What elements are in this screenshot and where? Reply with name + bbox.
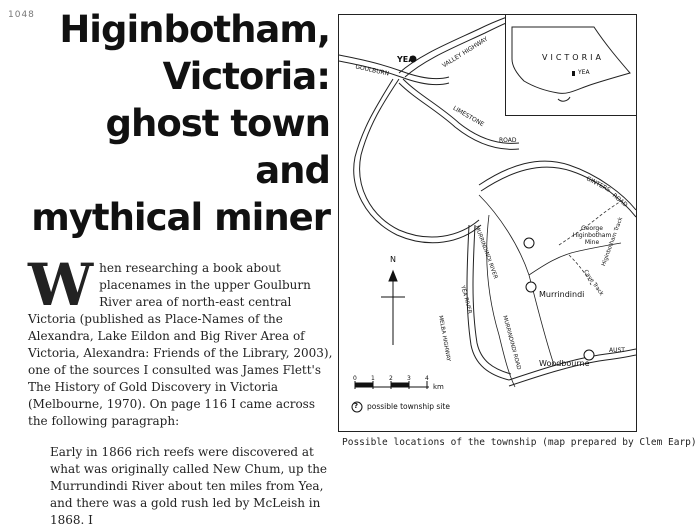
melba-loop-b bbox=[354, 79, 481, 243]
label-goulburn: GOULBURN bbox=[354, 63, 390, 78]
label-north: N bbox=[390, 255, 396, 264]
title-line: Higinbotham, bbox=[59, 8, 330, 51]
label-yea: YEA bbox=[397, 55, 415, 64]
valley-highway-b bbox=[405, 21, 511, 77]
yea-inset-dot bbox=[572, 71, 575, 76]
north-arrow bbox=[381, 271, 405, 345]
article-body bbox=[28, 251, 334, 529]
title-line: mythical miner bbox=[31, 196, 330, 239]
inset-state-label: VICTORIA bbox=[542, 53, 604, 62]
melba-highway-b bbox=[473, 225, 511, 374]
scale-bar bbox=[355, 381, 429, 389]
yea-river bbox=[487, 215, 515, 387]
scale-tick-0: 0 bbox=[353, 375, 357, 382]
melba-loop-a bbox=[360, 79, 479, 237]
label-woodbourne: Woodbourne bbox=[539, 359, 590, 368]
murrindindi-river bbox=[479, 195, 554, 365]
scale-tick-2: 2 bbox=[389, 375, 393, 382]
page-number: 1048 bbox=[8, 10, 35, 20]
article-title bbox=[22, 6, 330, 241]
title-line: Victoria: bbox=[162, 55, 330, 98]
label-aust: AUST bbox=[609, 347, 625, 354]
ginters-road-a bbox=[479, 161, 636, 210]
township-marker-a bbox=[524, 238, 534, 248]
scale-tick-4: 4 bbox=[425, 375, 429, 382]
label-george-higinbotham-mine: George Higinbotham Mine bbox=[572, 225, 612, 246]
label-ginters-road: ROAD bbox=[610, 192, 629, 209]
label-murrindindi-river: MURRINDINDI RIVER bbox=[473, 225, 499, 280]
valley-highway-a bbox=[399, 17, 507, 73]
map-caption: Possible locations of the township (map prepared by Clem Earp) bbox=[342, 437, 697, 448]
scale-unit: km bbox=[433, 383, 444, 391]
title-line: ghost town bbox=[105, 102, 330, 145]
label-valley-highway: VALLEY HIGHWAY bbox=[441, 35, 490, 70]
label-cave-track: Cave Track bbox=[582, 269, 605, 298]
scale-tick-3: 3 bbox=[407, 375, 411, 382]
township-marker-b bbox=[526, 282, 536, 292]
label-yea-river: YEA RIVER bbox=[459, 285, 473, 315]
block-quote: Early in 1866 rich reefs were discovered at what was originally called New Chum, up the Murrundindi River about ten miles from Yea, and there was a gold rush led by McLeish in 1868. I bbox=[50, 445, 328, 527]
intro-text: hen researching a book about placenames in the upper Goulburn River area of north-east central Victoria (published as Place-Names of the Alexandra, Lake Eildon and Big River Area of Victoria, Alexandra: Friends of the Library, 2003), one of the sources I consulted was James Flett's The History of Gold Discovery in Victoria (Melbourne, 1970). On page 116 I came across the following paragraph: bbox=[28, 261, 333, 428]
label-melba-highway: MELBA HIGHWAY bbox=[437, 315, 452, 362]
legend-text: possible township site bbox=[367, 402, 450, 411]
label-murrindindi: Murrindindi bbox=[539, 290, 585, 299]
drop-cap: W bbox=[28, 251, 94, 319]
map bbox=[338, 14, 637, 432]
label-ginters: GINTERS bbox=[584, 175, 612, 194]
legend-marker: ? bbox=[354, 402, 359, 410]
label-limestone: LIMESTONE bbox=[451, 104, 485, 129]
label-higinbotham-track: Higinbotham Track bbox=[601, 216, 625, 268]
scale-tick-1: 1 bbox=[371, 375, 375, 382]
intro-paragraph bbox=[28, 251, 334, 430]
label-murrindindi-road: MURRINDINDI ROAD bbox=[501, 315, 522, 371]
inset-yea-label: YEA bbox=[578, 69, 590, 76]
inset-drawing bbox=[506, 15, 636, 115]
bay-outline bbox=[558, 97, 570, 101]
inset-map bbox=[505, 15, 636, 116]
ginters-road-b bbox=[481, 167, 636, 217]
title-line: and bbox=[255, 149, 330, 192]
label-road: ROAD bbox=[499, 137, 517, 144]
